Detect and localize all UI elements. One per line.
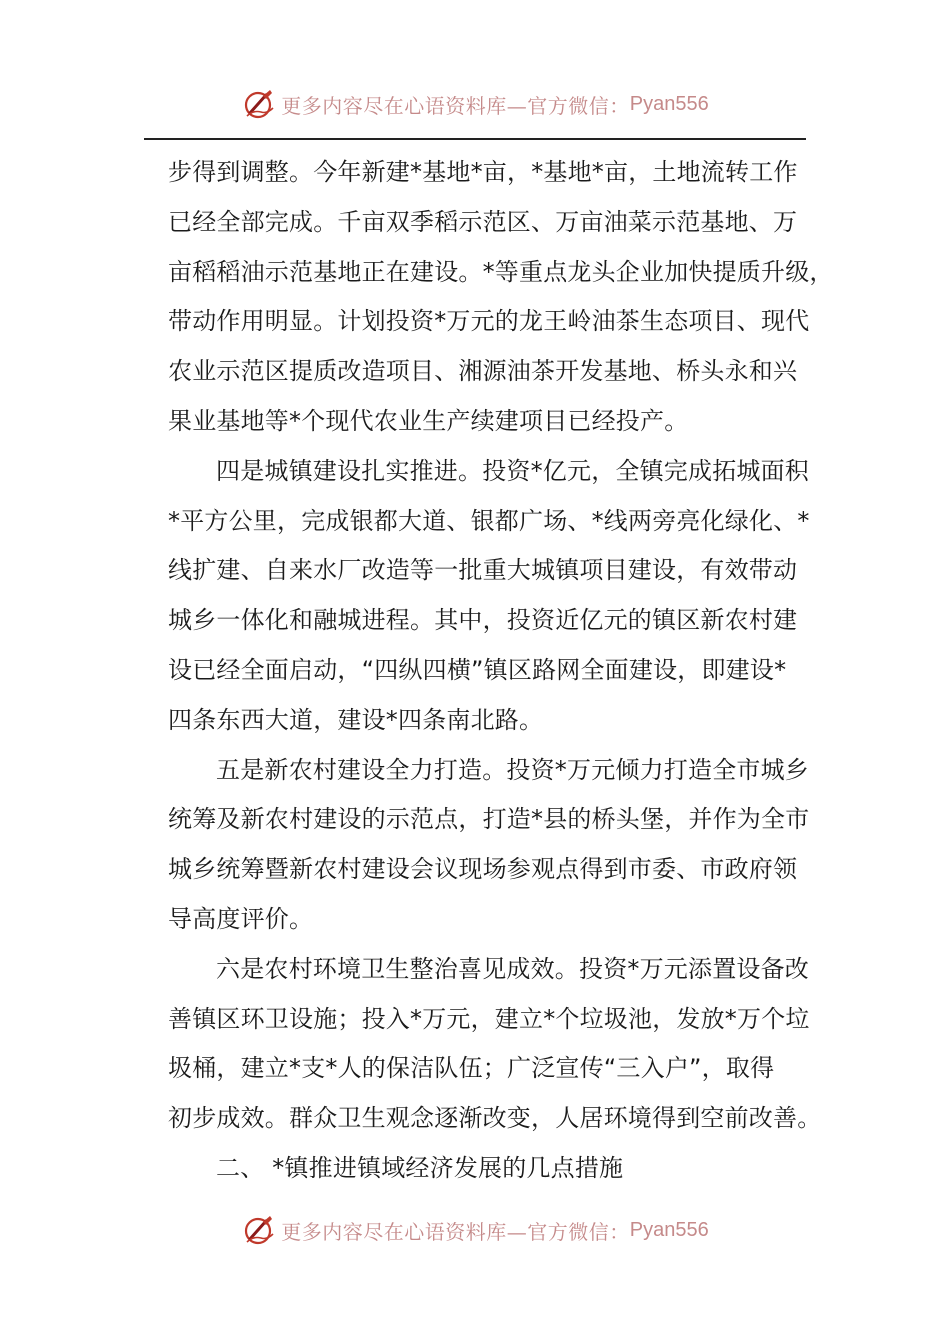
header-divider: [144, 138, 806, 140]
text-line: 五是新农村建设全力打造。投资*万元倾力打造全市城乡: [216, 755, 809, 784]
text-line: *平方公里，完成银都大道、银都广场、*线两旁亮化绿化、*: [168, 506, 810, 535]
paragraph: [168, 1144, 818, 1194]
paragraph: [168, 746, 818, 945]
text-line: 果业基地等*个现代农业生产续建项目已经投产。: [168, 406, 689, 435]
footer-watermark: [0, 1210, 950, 1250]
watermark-handle: Pyan556: [629, 92, 709, 115]
document-body: [168, 148, 834, 1194]
text-line: 统筹及新农村建设的示范点，打造*县的桥头堡，并作为全市: [168, 805, 810, 834]
text-line: 初步成效。群众卫生观念逐渐改变，人居环境得到空前改善。: [168, 1104, 822, 1133]
text-line: 亩稻稻油示范基地正在建设。*等重点龙头企业加快提质升级，: [168, 257, 834, 286]
pen-logo-icon: [241, 1212, 277, 1248]
text-line: 善镇区环卫设施；投入*万元，建立*个垃圾池，发放*万个垃: [168, 1004, 810, 1033]
text-line: 城乡一体化和融城进程。其中，投资近亿元的镇区新农村建: [168, 606, 798, 635]
paragraph: [168, 447, 818, 746]
text-line: 线扩建、自来水厂改造等一批重大城镇项目建设，有效带动: [168, 556, 798, 585]
text-line: 六是农村环境卫生整治喜见成效。投资*万元添置设备改: [216, 954, 809, 983]
text-line: 导高度评价。: [168, 904, 314, 933]
text-line: 二、 *镇推进镇域经济发展的几点措施: [216, 1153, 624, 1182]
text-line: 四条东西大道，建设*四条南北路。: [168, 705, 544, 734]
text-line: 圾桶，建立*支*人的保洁队伍；广泛宣传“三入户”，取得: [168, 1054, 775, 1083]
text-line: 带动作用明显。计划投资*万元的龙王岭油茶生态项目、现代: [168, 307, 810, 336]
text-line: 步得到调整。今年新建*基地*亩，*基地*亩，土地流转工作: [168, 158, 798, 186]
paragraph: [168, 148, 834, 447]
text-line: 城乡统筹暨新农村建设会议现场参观点得到市委、市政府领: [168, 855, 798, 884]
text-line: 已经全部完成。千亩双季稻示范区、万亩油菜示范基地、万: [168, 207, 798, 236]
text-line: 设已经全面启动，“四纵四横”镇区路网全面建设，即建设*: [168, 655, 787, 684]
header-watermark: [0, 84, 950, 124]
paragraph: [168, 945, 822, 1144]
watermark-handle: Pyan556: [629, 1218, 709, 1241]
watermark-text: 更多内容尽在心语资料库—官方微信：: [281, 1219, 630, 1244]
text-line: 农业示范区提质改造项目、湘源油茶开发基地、桥头永和兴: [168, 357, 798, 386]
text-line: 四是城镇建设扎实推进。投资*亿元，全镇完成拓城面积: [216, 456, 809, 485]
watermark-text: 更多内容尽在心语资料库—官方微信：: [281, 93, 630, 118]
pen-logo-icon: [241, 86, 277, 122]
